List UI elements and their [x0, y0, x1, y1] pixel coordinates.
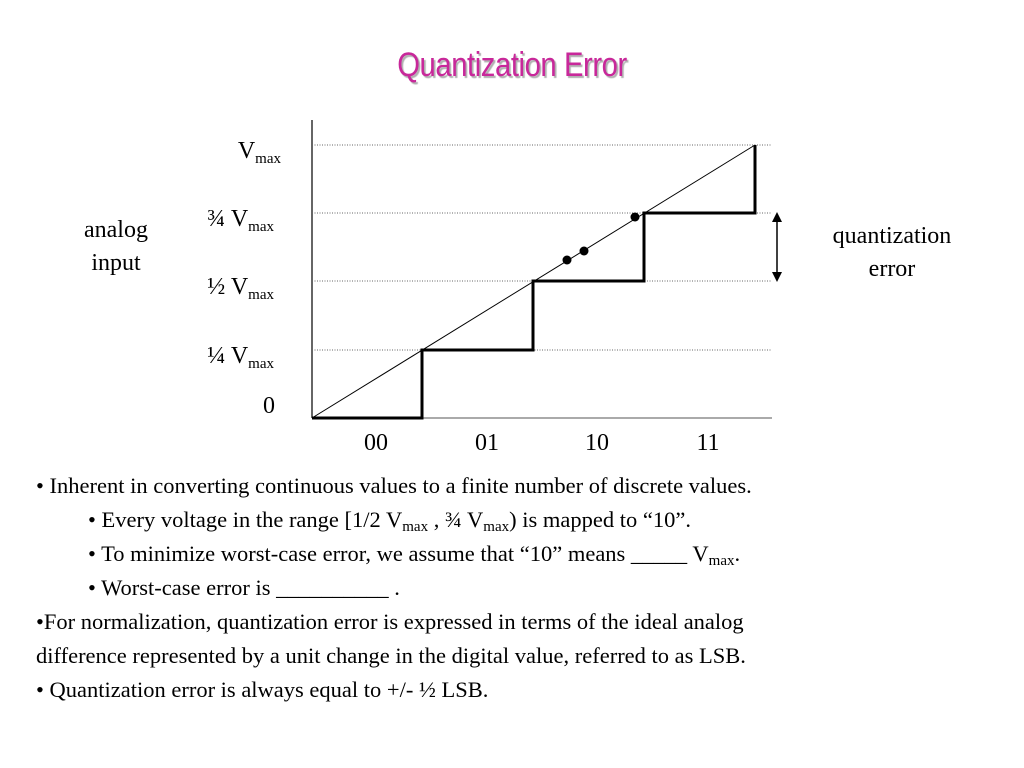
- y-label-half: ½ $V_{max}$: [207, 274, 274, 303]
- sample-dot: [563, 256, 572, 265]
- bullet-1: • Inherent in converting continuous values to a finite number of discrete values.: [36, 473, 752, 498]
- x-code-label: 10: [585, 430, 609, 456]
- y-label-zero: 0: [263, 393, 275, 419]
- y-label-three-quarter: ¾ $V_{max}$: [207, 206, 274, 235]
- bullet-5-line2: difference represented by a unit change in the digital value, referred to as LSB.: [36, 643, 746, 668]
- quantization-error-label-line2: error: [868, 256, 916, 282]
- analog-input-label-line1: analog: [84, 217, 148, 243]
- bullet-4: • Worst-case error is __________ .: [88, 575, 400, 600]
- sample-dot: [580, 247, 589, 256]
- sample-dot: [631, 213, 640, 222]
- bullet-3: • To minimize worst-case error, we assume that “10” means _____ $V_{max}$.: [88, 541, 741, 569]
- bullet-2: • Every voltage in the range [1/2 $V_{max}$ , ¾ $V_{max}$) is mapped to “10”.: [88, 507, 691, 535]
- bullet-list: [36, 469, 996, 707]
- y-label-vmax: $V_{max}$: [237, 138, 281, 167]
- analog-input-label-line2: input: [91, 250, 141, 276]
- x-code-label: 00: [364, 430, 388, 456]
- bullet-5-line1: •For normalization, quantization error is expressed in terms of the ideal analog: [36, 609, 744, 634]
- x-code-label: 01: [475, 430, 499, 456]
- slide-title: Quantization Error: [397, 46, 627, 84]
- quantization-error-label-line1: quantization: [832, 223, 952, 249]
- x-code-label: 11: [696, 430, 720, 456]
- y-label-quarter: ¼ $V_{max}$: [207, 343, 274, 372]
- bullet-6: • Quantization error is always equal to +/- ½ LSB.: [36, 677, 489, 702]
